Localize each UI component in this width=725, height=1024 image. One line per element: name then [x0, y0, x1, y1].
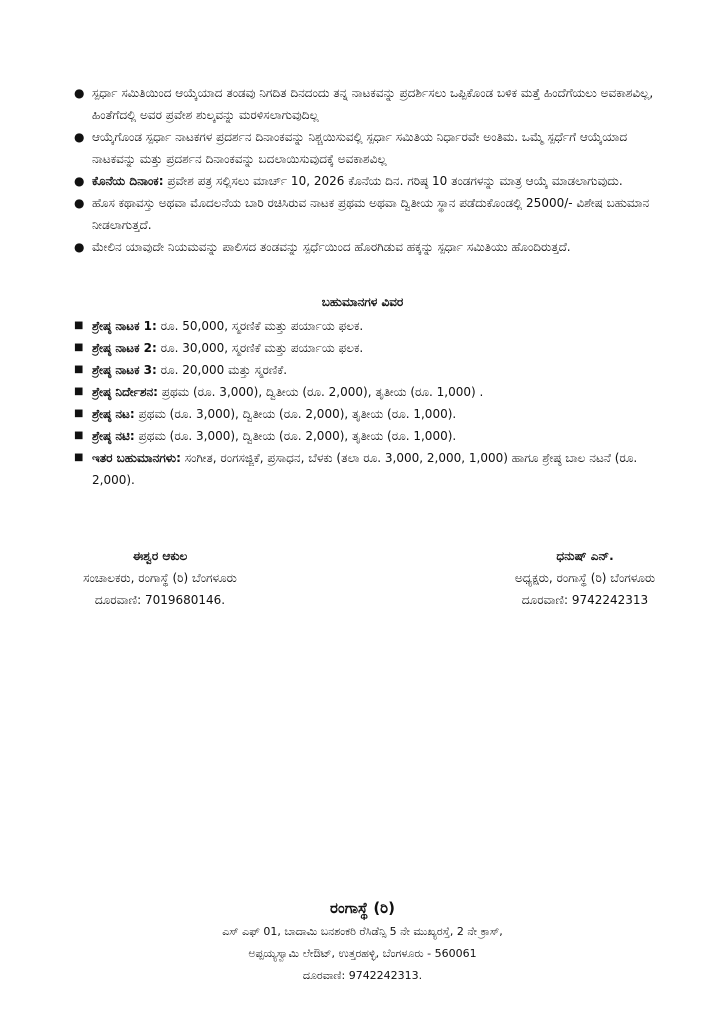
signatory-name: ಧನುಷ್ ಎನ್.	[556, 549, 614, 563]
prize-text: ರೂ. 30,000, ಸ್ಮರಣಿಕೆ ಮತ್ತು ಪರ್ಯಾಯ ಫಲಕ.	[156, 341, 364, 355]
signatory-phone: ದೂರವಾಣಿ: 9742242313	[521, 593, 649, 607]
square-bullet-icon: ■	[74, 430, 84, 441]
prizes-list	[74, 315, 674, 491]
prize-label: ಶ್ರೇಷ್ಠ ನಾಟಕ 1:	[92, 319, 157, 333]
square-bullet-icon: ■	[74, 364, 84, 375]
bullet-icon: ●	[74, 130, 85, 144]
rule-text: ಆಯ್ಕೆಗೊಂಡ ಸ್ಪರ್ಧಾ ನಾಟಕಗಳ ಪ್ರದರ್ಶನ ದಿನಾಂಕವನ್ನು ನಿಶ್ಚಯಿಸುವಲ್ಲಿ ಸ್ಪರ್ಧಾ ಸಮಿತಿಯ ನಿರ್ಧಾರವೇ ಅಂತಿಮ. ಒಮ್ಮೆ ಸ್ಪರ್ಧೆಗೆ ಆಯ್ಕೆಯಾದ ನಾಟಕವನ್ನು ಮತ್ತು ಪ್ರದರ್ಶನ ದಿನಾಂಕವನ್ನು ಬದಲಾಯಿಸುವುದಕ್ಕೆ ಅವಕಾಶವಿಲ್ಲ	[92, 130, 628, 166]
prize-item	[74, 447, 674, 491]
prize-label: ಶ್ರೇಷ್ಠ ನಾಟಕ 3:	[92, 363, 157, 377]
rule-item	[74, 192, 674, 236]
square-bullet-icon: ■	[74, 320, 84, 331]
footer-address-line-2: ಅಪ್ಪಯ್ಯಸ್ವಾಮಿ ಲೇಔಟ್, ಉತ್ತರಹಳ್ಳಿ, ಬೆಂಗಳೂರು - 560061	[248, 947, 477, 960]
rule-text: ಮೇಲಿನ ಯಾವುದೇ ನಿಯಮವನ್ನು ಪಾಲಿಸದ ತಂಡವನ್ನು ಸ್ಪರ್ಧೆಯಿಂದ ಹೊರಗಿಡುವ ಹಕ್ಕನ್ನು ಸ್ಪರ್ಧಾ ಸಮಿತಿಯು ಹೊಂದಿರುತ್ತದೆ.	[92, 240, 571, 254]
prize-label: ಶ್ರೇಷ್ಠ ನಟ:	[92, 407, 135, 421]
square-bullet-icon: ■	[74, 386, 84, 397]
signatory-role: ಸಂಚಾಲಕರು, ರಂಗಾಸ್ಥೆ (ರಿ) ಬೆಂಗಳೂರು	[83, 571, 237, 585]
bullet-icon: ●	[74, 86, 85, 100]
rule-text: ಪ್ರವೇಶ ಪತ್ರ ಸಲ್ಲಿಸಲು ಮಾರ್ಚ್ 10, 2026 ಕೊನೆಯ ದಿನ. ಗರಿಷ್ಠ 10 ತಂಡಗಳನ್ನು ಮಾತ್ರ ಆಯ್ಕೆ ಮಾಡಲಾಗುವುದು.	[163, 174, 623, 188]
square-bullet-icon: ■	[74, 342, 84, 353]
prize-text: ರೂ. 20,000 ಮತ್ತು ಸ್ಮರಣಿಕೆ.	[156, 363, 288, 377]
footer-phone: ದೂರವಾಣಿ: 9742242313.	[302, 969, 423, 982]
signatory-name: ಈಶ್ವರ ಆಕುಲ	[132, 549, 188, 563]
prize-item	[74, 381, 674, 403]
rule-bold: ಕೊನೆಯ ದಿನಾಂಕ:	[92, 174, 164, 188]
rule-item	[74, 236, 674, 258]
bullet-icon: ●	[74, 196, 85, 210]
signatory-convener	[40, 545, 280, 611]
prize-item	[74, 337, 674, 359]
footer	[0, 895, 725, 987]
signatory-role: ಅಧ್ಯಕ್ಷರು, ರಂಗಾಸ್ಥೆ (ರಿ) ಬೆಂಗಳೂರು	[514, 571, 656, 585]
prize-item	[74, 359, 674, 381]
square-bullet-icon: ■	[74, 408, 84, 419]
rules-list	[74, 82, 674, 258]
prize-text: ಪ್ರಥಮ (ರೂ. 3,000), ದ್ವಿತೀಯ (ರೂ. 2,000), ತೃತೀಯ (ರೂ. 1,000) .	[157, 385, 484, 399]
prize-text: ಪ್ರಥಮ (ರೂ. 3,000), ದ್ವಿತೀಯ (ರೂ. 2,000), ತೃತೀಯ (ರೂ. 1,000).	[134, 429, 457, 443]
prize-item	[74, 315, 674, 337]
prize-text: ರೂ. 50,000, ಸ್ಮರಣಿಕೆ ಮತ್ತು ಪರ್ಯಾಯ ಫಲಕ.	[156, 319, 364, 333]
prize-label: ಶ್ರೇಷ್ಠ ನಟಿ:	[92, 429, 135, 443]
rule-item	[74, 126, 674, 170]
signatory-phone: ದೂರವಾಣಿ: 7019680146.	[94, 593, 226, 607]
rule-text: ಹೊಸ ಕಥಾವಸ್ತು ಅಥವಾ ಮೊದಲನೆಯ ಬಾರಿ ರಚಿಸಿರುವ ನಾಟಕ ಪ್ರಥಮ ಅಥವಾ ದ್ವಿತೀಯ ಸ್ಥಾನ ಪಡೆದುಕೊಂಡಲ್ಲಿ 25000/- ವಿಶೇಷ ಬಹುಮಾನ ನೀಡಲಾಗುತ್ತದೆ.	[92, 196, 650, 232]
prize-label: ಶ್ರೇಷ್ಠ ನಾಟಕ 2:	[92, 341, 157, 355]
prize-label: ಇತರ ಬಹುಮಾನಗಳು:	[92, 451, 181, 465]
prize-item	[74, 425, 674, 447]
footer-org-name: ರಂಗಾಸ್ಥೆ (ರಿ)	[330, 899, 395, 917]
rule-item	[74, 82, 674, 126]
prize-text: ಸಂಗೀತ, ರಂಗಸಜ್ಜಿಕೆ, ಪ್ರಸಾಧನ, ಬೆಳಕು (ತಲಾ ರೂ. 3,000, 2,000, 1,000) ಹಾಗೂ ಶ್ರೇಷ್ಠ ಬಾಲ ನಟನೆ (ರೂ. 2,000).	[92, 451, 638, 487]
footer-address-line-1: ಎಸ್ ಎಫ್ 01, ಬಾದಾಮಿ ಬನಶಂಕರಿ ರೆಸಿಡೆನ್ಸಿ 5 ನೇ ಮುಖ್ಯರಸ್ತೆ, 2 ನೇ ಕ್ರಾಸ್,	[222, 925, 503, 938]
prize-label: ಶ್ರೇಷ್ಠ ನಿರ್ದೇಶನ:	[92, 385, 158, 399]
square-bullet-icon: ■	[74, 452, 84, 463]
bullet-icon: ●	[74, 174, 85, 188]
bullet-icon: ●	[74, 240, 85, 254]
rule-item	[74, 170, 674, 192]
prize-heading: ಬಹುಮಾನಗಳ ವಿವರ	[321, 295, 404, 309]
signatory-president	[460, 545, 710, 611]
rule-text: ಸ್ಪರ್ಧಾ ಸಮಿತಿಯಿಂದ ಆಯ್ಕೆಯಾದ ತಂಡವು ನಿಗದಿತ ದಿನದಂದು ತನ್ನ ನಾಟಕವನ್ನು ಪ್ರದರ್ಶಿಸಲು ಒಪ್ಪಿಕೊಂಡ ಬಳಿಕ ಮತ್ತೆ ಹಿಂದೆಗೆಯಲು ಅವಕಾಶವಿಲ್ಲ, ಹಿಂತೆಗೆದಲ್ಲಿ ಅವರ ಪ್ರವೇಶ ಶುಲ್ಕವನ್ನು ಮರಳಿಸಲಾಗುವುದಿಲ್ಲ	[92, 86, 654, 122]
prize-item	[74, 403, 674, 425]
prize-text: ಪ್ರಥಮ (ರೂ. 3,000), ದ್ವಿತೀಯ (ರೂ. 2,000), ತೃತೀಯ (ರೂ. 1,000).	[134, 407, 457, 421]
